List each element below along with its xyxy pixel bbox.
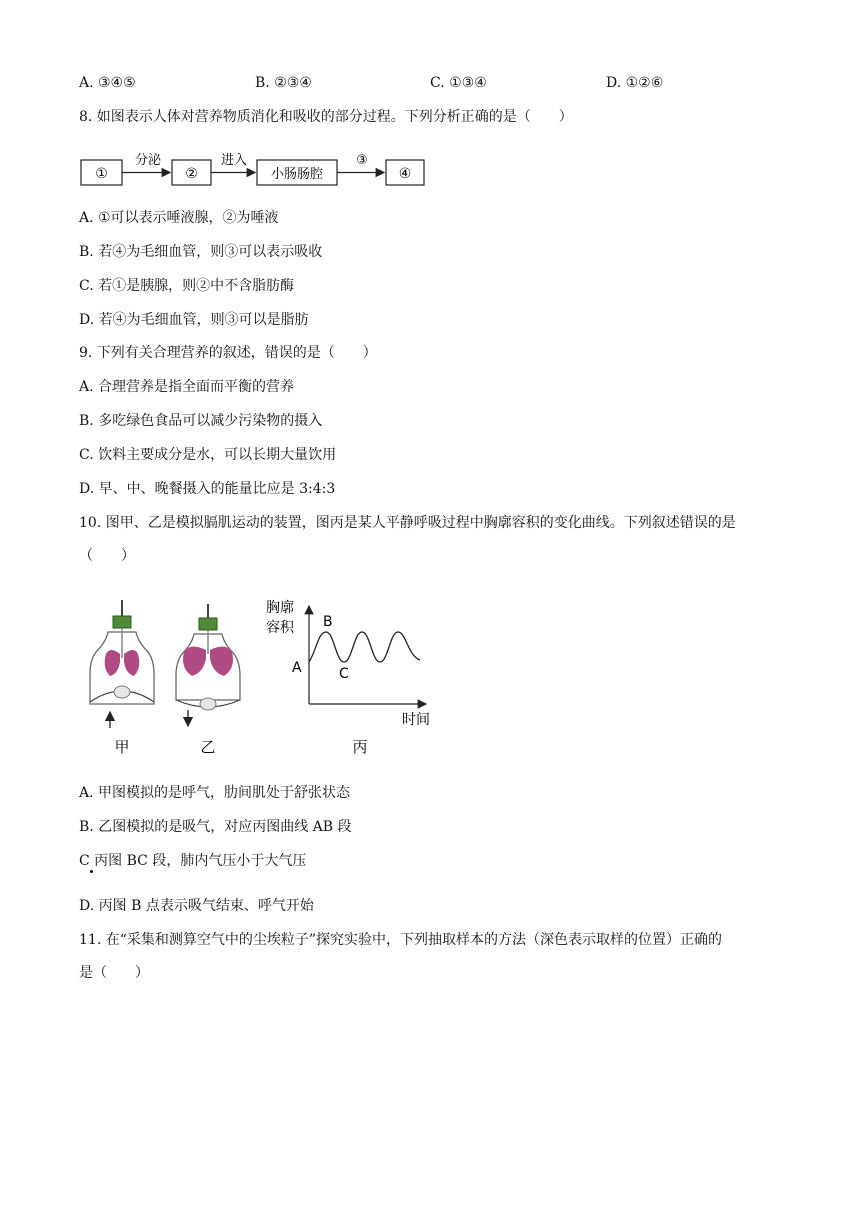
q9-option-a: A. 合理营养是指全面而平衡的营养 (79, 379, 295, 395)
q8-option-a: A. ①可以表示唾液腺，②为唾液 (79, 210, 279, 226)
flow-box-2-label: ② (185, 166, 198, 182)
x-axis-label: 时间 (402, 712, 430, 728)
jar-jia (90, 600, 154, 728)
q10-stem-line1: 10. 图甲、乙是模拟膈肌运动的装置，图丙是某人平静呼吸过程中胸廓容积的变化曲线。下列叙述错误的是 (79, 515, 736, 531)
q10-stem-line2: （ ） (79, 548, 135, 564)
q11-stem-line2: 是（ ） (79, 965, 149, 981)
label-jia: 甲 (114, 738, 130, 756)
point-b-label: B (323, 614, 333, 630)
flow-arrow-2-label: 进入 (220, 153, 248, 168)
label-bing: 丙 (352, 738, 368, 756)
q8-flow-diagram (78, 146, 438, 192)
flow-box-4-label: ④ (398, 166, 412, 182)
bullet-dot (90, 870, 93, 873)
q8-option-c: C. 若①是胰腺，则②中不含脂肪酶 (79, 278, 295, 294)
flow-arrow-1-label: 分泌 (134, 153, 162, 168)
label-yi: 乙 (200, 738, 216, 756)
flow-box-1-label: ① (95, 166, 108, 182)
lung-left-yi (183, 646, 206, 676)
q10-figure (80, 592, 445, 762)
q7-option-d: D. ①②⑥ (606, 75, 664, 91)
point-a-label: A (292, 660, 302, 676)
lung-left-jia (105, 650, 120, 676)
q7-option-c: C. ①③④ (430, 75, 487, 91)
q8-option-b: B. 若④为毛细血管，则③可以表示吸收 (79, 244, 323, 260)
q7-option-b: B. ②③④ (255, 75, 312, 91)
q9-option-c: C. 饮料主要成分是水，可以长期大量饮用 (79, 447, 337, 463)
q9-option-d: D. 早、中、晚餐摄入的能量比应是 3:4:3 (79, 481, 336, 497)
q9-option-b: B. 多吃绿色食品可以减少污染物的摄入 (79, 413, 323, 429)
q11-stem-line1: 11. 在“采集和测算空气中的尘埃粒子”探究实验中，下列抽取样本的方法（深色表示取样的位置）正确的 (79, 932, 723, 948)
jar-yi (176, 604, 240, 726)
q7-option-a: A. ③④⑤ (79, 75, 136, 91)
q10-option-a: A. 甲图模拟的是呼气，肋间肌处于舒张状态 (79, 785, 351, 801)
q10-option-d: D. 丙图 B 点表示吸气结束、呼气开始 (79, 898, 314, 914)
q9-stem: 9. 下列有关合理营养的叙述，错误的是（ ） (79, 345, 377, 361)
flow-box-3-label: 小肠肠腔 (270, 167, 324, 182)
y-axis-label-1: 胸廓 (266, 600, 294, 616)
lung-right-yi (210, 646, 233, 676)
flow-arrow-3-label: ③ (356, 153, 368, 168)
q8-stem: 8. 如图表示人体对营养物质消化和吸收的部分过程。下列分析正确的是（ ） (79, 109, 573, 125)
q10-option-c: C 丙图 BC 段，肺内气压小于大气压 (79, 853, 307, 869)
y-axis-label-2: 容积 (266, 620, 294, 636)
volume-curve (309, 632, 420, 662)
lung-right-jia (124, 650, 139, 676)
point-c-label: C (339, 666, 349, 682)
q8-option-d: D. 若④为毛细血管，则③可以是脂肪 (79, 312, 309, 328)
q10-option-b: B. 乙图模拟的是吸气，对应丙图曲线 AB 段 (79, 819, 352, 835)
